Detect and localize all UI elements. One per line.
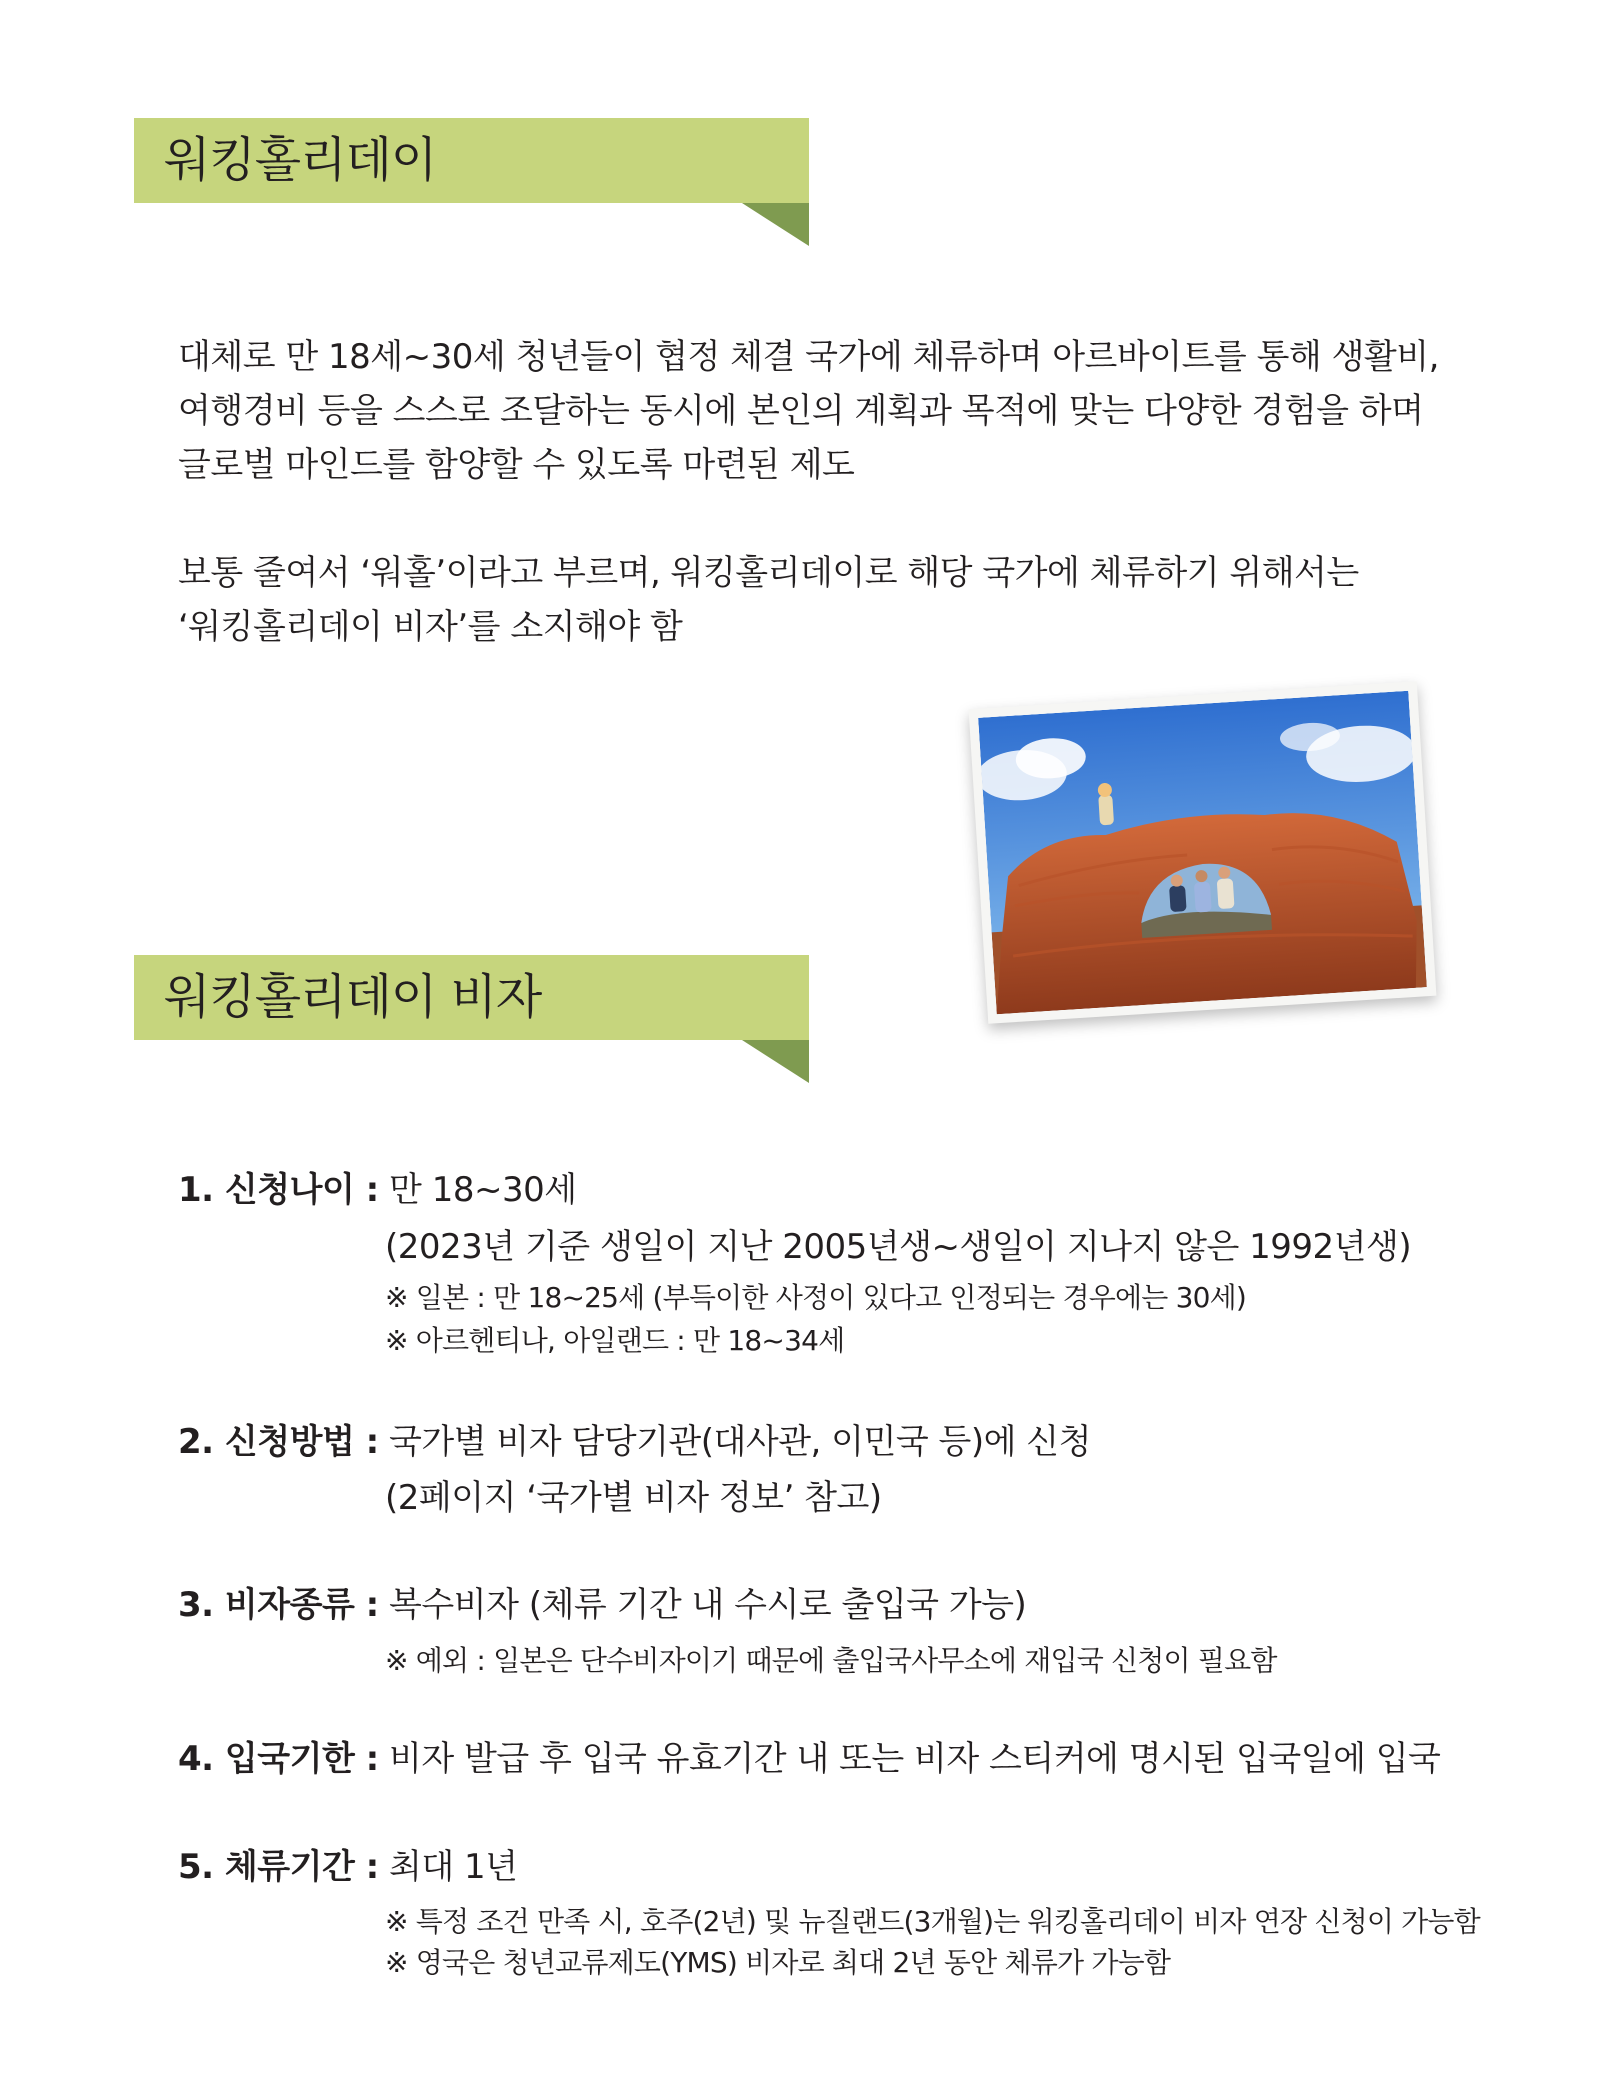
section-title: 워킹홀리데이 비자 xyxy=(164,969,542,1025)
item-heading: 1. 신청나이 : xyxy=(178,1170,379,1210)
section-banner-working-holiday xyxy=(134,118,809,203)
item-note: ※ 아르헨티나, 아일랜드 : 만 18~34세 xyxy=(385,1324,845,1357)
item-value: 비자 발급 후 입국 유효기간 내 또는 비자 스티커에 명시된 입국일에 입국 xyxy=(389,1739,1441,1779)
visa-item-age xyxy=(178,1165,577,1215)
item-heading: 5. 체류기간 : xyxy=(178,1847,379,1887)
note-paragraph xyxy=(178,546,1468,654)
item-heading: 2. 신청방법 : xyxy=(178,1422,379,1462)
item-heading: 4. 입국기한 : xyxy=(178,1739,379,1779)
note-line: 보통 줄여서 ‘워홀’이라고 부르며, 워킹홀리데이로 해당 국가에 체류하기 위해서는 xyxy=(178,553,1359,593)
item-detail: (2페이지 ‘국가별 비자 정보’ 참고) xyxy=(385,1478,882,1518)
item-note: ※ 영국은 청년교류제도(YMS) 비자로 최대 2년 동안 체류가 가능함 xyxy=(385,1946,1171,1979)
intro-line: 여행경비 등을 스스로 조달하는 동시에 본인의 계획과 목적에 맞는 다양한 경험을 하며 xyxy=(178,391,1424,431)
visa-item-type xyxy=(178,1580,1026,1630)
note-line: ‘워킹홀리데이 비자’를 소지해야 함 xyxy=(178,607,683,647)
visa-item-stay-period xyxy=(178,1842,518,1892)
intro-line: 대체로 만 18세~30세 청년들이 협정 체결 국가에 체류하며 아르바이트를 통해 생활비, xyxy=(178,337,1439,377)
item-note: ※ 특정 조건 만족 시, 호주(2년) 및 뉴질랜드(3개월)는 워킹홀리데이 비자 연장 신청이 가능함 xyxy=(385,1905,1480,1938)
item-note: ※ 예외 : 일본은 단수비자이기 때문에 출입국사무소에 재입국 신청이 필요함 xyxy=(385,1644,1277,1677)
item-heading: 3. 비자종류 : xyxy=(178,1585,379,1625)
item-value: 최대 1년 xyxy=(389,1847,518,1887)
banner-fold xyxy=(742,1040,809,1083)
item-detail: (2023년 기준 생일이 지난 2005년생~생일이 지나지 않은 1992년생) xyxy=(385,1227,1412,1267)
item-value: 복수비자 (체류 기간 내 수시로 출입국 가능) xyxy=(389,1585,1027,1625)
rock-arch-illustration xyxy=(978,691,1427,1014)
item-value: 국가별 비자 담당기관(대사관, 이민국 등)에 신청 xyxy=(389,1422,1091,1462)
item-note: ※ 일본 : 만 18~25세 (부득이한 사정이 있다고 인정되는 경우에는 30세) xyxy=(385,1281,1247,1314)
banner-fold xyxy=(742,203,809,246)
intro-paragraph xyxy=(178,330,1468,492)
visa-item-entry-deadline xyxy=(178,1734,1440,1784)
travel-photo xyxy=(969,681,1437,1024)
section-banner-working-holiday-visa xyxy=(134,955,809,1040)
intro-line: 글로벌 마인드를 함양할 수 있도록 마련된 제도 xyxy=(178,445,855,485)
section-title: 워킹홀리데이 xyxy=(164,132,437,188)
item-value: 만 18~30세 xyxy=(389,1170,577,1210)
visa-item-method xyxy=(178,1417,1091,1467)
